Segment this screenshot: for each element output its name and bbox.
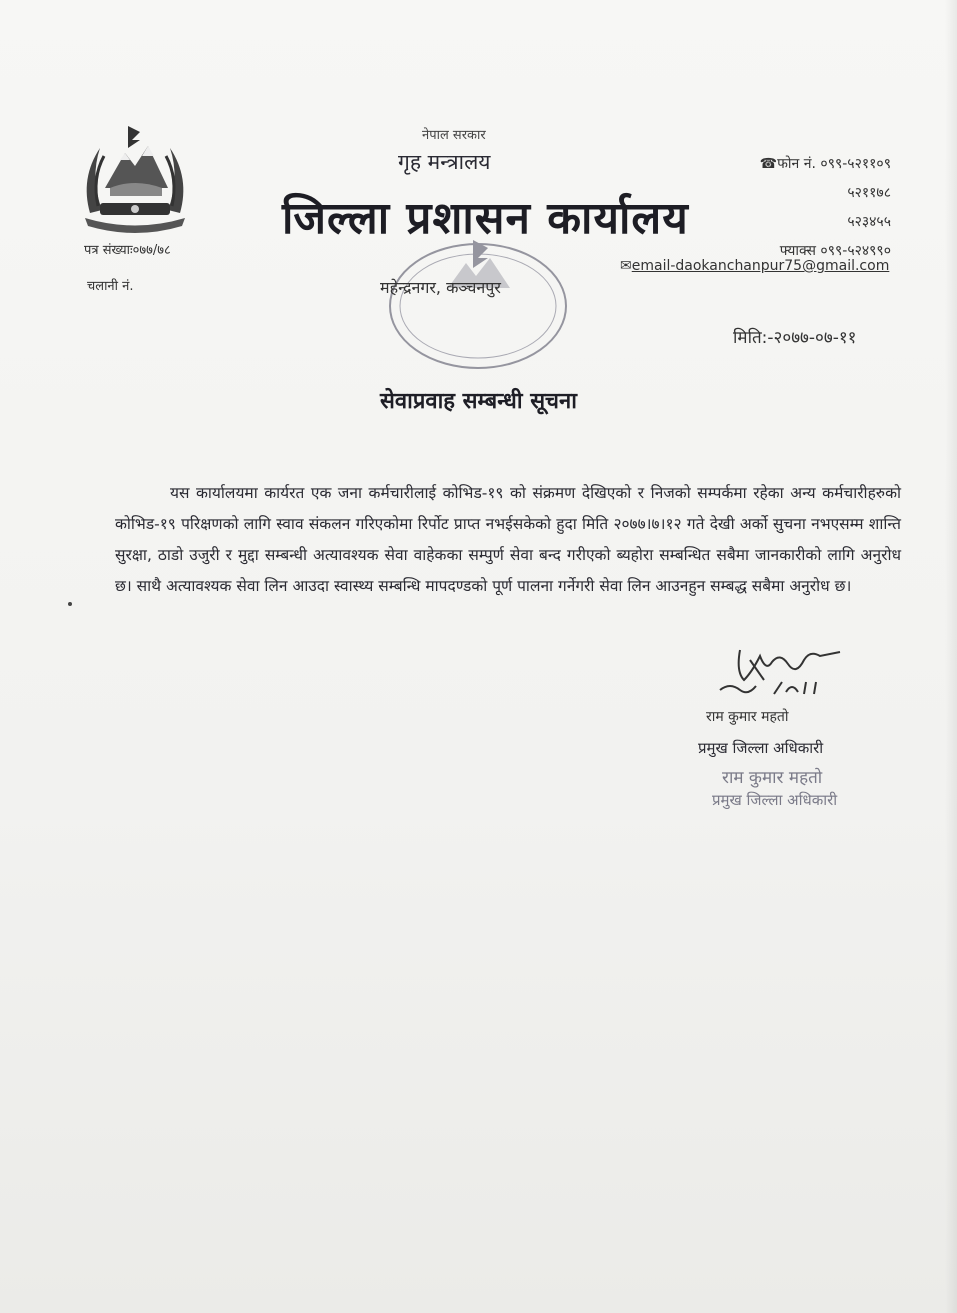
phone-line-3: ५२३४५५ xyxy=(847,214,891,230)
dispatch-number: चलानी नं. xyxy=(87,279,134,294)
handwritten-signature xyxy=(700,642,850,702)
stamp-signatory-title: प्रमुख जिल्ला अधिकारी xyxy=(712,791,838,809)
email-line xyxy=(620,258,889,274)
letter-date: मिति:-२०७७-०७-११ xyxy=(733,328,857,348)
reference-number: पत्र संख्याः०७७/७८ xyxy=(84,243,171,258)
notice-title: सेवाप्रवाह सम्बन्धी सूचना xyxy=(380,389,577,414)
fax-line: फ्याक्स ०९९-५२४९९० xyxy=(779,243,891,259)
stamp-signatory-name: राम कुमार महतो xyxy=(722,768,823,788)
envelope-icon: ✉ xyxy=(620,258,632,274)
signatory-title: प्रमुख जिल्ला अधिकारी xyxy=(698,739,824,757)
contact-phone-block xyxy=(760,150,891,266)
office-name: जिल्ला प्रशासन कार्यालय xyxy=(282,193,689,244)
notice-body: यस कार्यालयमा कार्यरत एक जना कर्मचारीलाई कोभिड-१९ को संक्रमण देखिएको र निजको सम्पर्कमा रहेका अन्य कर्मचारीहरुको कोभिड-१९ परिक्षणको लागि स्वाव संकलन गरिएकोमा रिर्पोट प्राप्त नभईसकेको हुदा मिति २०७७।७।१२ गते देखी अर्को सुचना नभएसम्म शान्ति सुरक्षा, ठाडो उजुरी र मुद्दा सम्बन्धी अत्यावश्यक सेवा वाहेकका सम्पुर्ण सेवा बन्द गरीएको ब्यहोरा सम्बन्धित सबैमा जानकारीको लागि अनुरोध छ। साथै अत्यावश्यक सेवा लिन आउदा स्वास्थ्य सम्बन्धि मापदण्डको पूर्ण पालना गर्नेगरी सेवा लिन आउनहुन सम्बद्ध सबैमा अनुरोध छ। xyxy=(115,484,901,595)
office-seal-stamp xyxy=(378,228,578,378)
nepal-emblem-icon xyxy=(70,118,200,238)
scan-speck xyxy=(68,602,72,606)
phone-line-1: ☎फोन नं. ०९९-५२११०९ xyxy=(759,156,891,172)
page-edge-shadow xyxy=(945,0,957,1313)
ministry-name: गृह मन्त्रालय xyxy=(398,150,491,174)
phone-line-2: ५२११७८ xyxy=(847,185,891,201)
government-name: नेपाल सरकार xyxy=(422,128,486,143)
office-address: महेन्द्रनगर, कञ्चनपुर xyxy=(380,278,501,297)
email-link[interactable]: email-daokanchanpur75@gmail.com xyxy=(631,258,890,274)
phone-icon: ☎ xyxy=(759,156,778,172)
signatory-name: राम कुमार महतो xyxy=(706,709,789,725)
